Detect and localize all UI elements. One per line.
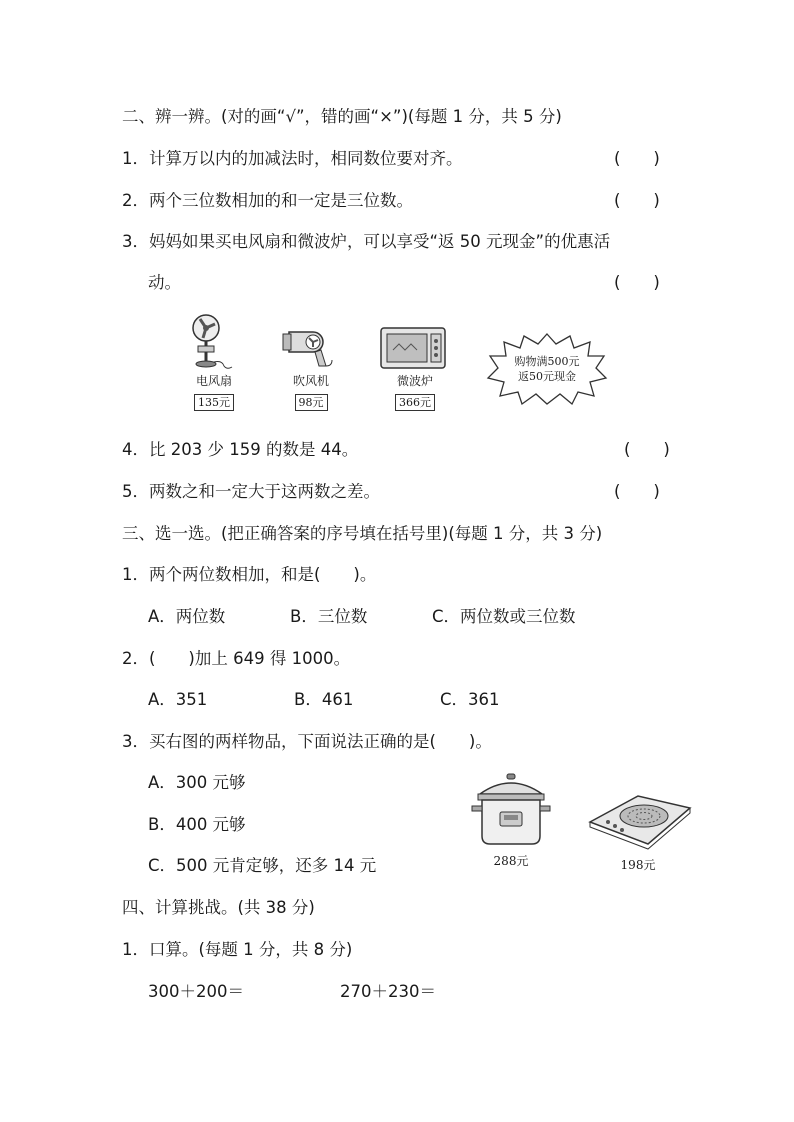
s2-answer-box-1[interactable]: ( ) bbox=[614, 149, 660, 168]
s2-answer-box-5[interactable]: ( ) bbox=[614, 482, 660, 501]
s2-question-2: 2．两个三位数相加的和一定是三位数。 bbox=[122, 191, 413, 210]
section4-heading: 四、计算挑战。(共 38 分) bbox=[122, 898, 315, 917]
promo-line-1: 购物满500元 bbox=[514, 355, 580, 368]
s3-q3-option-b[interactable]: B．400 元够 bbox=[148, 815, 246, 834]
product-fan-price: 135元 bbox=[194, 394, 234, 411]
s2-question-1: 1．计算万以内的加减法时，相同数位要对齐。 bbox=[122, 149, 463, 168]
s2-question-3-line2: 动。 bbox=[148, 273, 181, 292]
s3-q2-option-c[interactable]: C．361 bbox=[440, 690, 500, 709]
item-rice-cooker-price: 288元 bbox=[493, 854, 529, 868]
s4-expression-2: 270＋230＝ bbox=[340, 982, 436, 1001]
s3-question-3: 3．买右图的两样物品，下面说法正确的是( )。 bbox=[122, 732, 492, 751]
rice-cooker-icon bbox=[466, 770, 556, 850]
induction-cooker-icon bbox=[582, 792, 694, 850]
s2-answer-box-4[interactable]: ( ) bbox=[624, 440, 670, 459]
s3-q2-option-a[interactable]: A．351 bbox=[148, 690, 208, 709]
promo-starburst bbox=[486, 332, 608, 406]
s4-expression-1: 300＋200＝ bbox=[148, 982, 244, 1001]
promo-line-2: 返50元现金 bbox=[518, 370, 576, 383]
s3-question-2: 2．( )加上 649 得 1000。 bbox=[122, 649, 351, 668]
hair-dryer-icon bbox=[275, 310, 347, 372]
product-fan-name: 电风扇 bbox=[195, 374, 232, 388]
microwave-icon bbox=[375, 310, 455, 372]
s3-question-1: 1．两个两位数相加，和是( )。 bbox=[122, 565, 377, 584]
s3-q3-option-c[interactable]: C．500 元肯定够，还多 14 元 bbox=[148, 856, 377, 875]
s3-q1-option-b[interactable]: B．三位数 bbox=[290, 607, 368, 626]
s3-q2-option-b[interactable]: B．461 bbox=[294, 690, 354, 709]
product-microwave-price: 366元 bbox=[395, 394, 435, 411]
s4-question-1: 1．口算。(每题 1 分，共 8 分) bbox=[122, 940, 353, 959]
section2-heading: 二、辨一辨。(对的画“√”，错的画“×”)(每题 1 分，共 5 分) bbox=[122, 107, 562, 126]
s2-answer-box-3[interactable]: ( ) bbox=[614, 273, 660, 292]
product-hairdryer-name: 吹风机 bbox=[292, 374, 329, 388]
s2-answer-box-2[interactable]: ( ) bbox=[614, 191, 660, 210]
s2-question-5: 5．两数之和一定大于这两数之差。 bbox=[122, 482, 380, 501]
s2-question-3-line1: 3．妈妈如果买电风扇和微波炉，可以享受“返 50 元现金”的优惠活 bbox=[122, 232, 611, 251]
section3-heading: 三、选一选。(把正确答案的序号填在括号里)(每题 1 分，共 3 分) bbox=[122, 524, 603, 543]
s3-q3-option-a[interactable]: A．300 元够 bbox=[148, 773, 246, 792]
item-rice-cooker bbox=[466, 770, 556, 869]
electric-fan-icon bbox=[178, 310, 250, 372]
product-hairdryer bbox=[275, 310, 347, 411]
product-microwave-name: 微波炉 bbox=[396, 374, 433, 388]
product-hairdryer-price: 98元 bbox=[295, 394, 328, 411]
item-induction-cooker-price: 198元 bbox=[620, 858, 656, 872]
s2-question-4: 4．比 203 少 159 的数是 44。 bbox=[122, 440, 359, 459]
s3-q1-option-a[interactable]: A．两位数 bbox=[148, 607, 226, 626]
s3-q1-option-c[interactable]: C．两位数或三位数 bbox=[432, 607, 576, 626]
product-fan bbox=[178, 310, 250, 411]
item-induction-cooker bbox=[582, 792, 694, 873]
product-microwave bbox=[375, 310, 455, 411]
